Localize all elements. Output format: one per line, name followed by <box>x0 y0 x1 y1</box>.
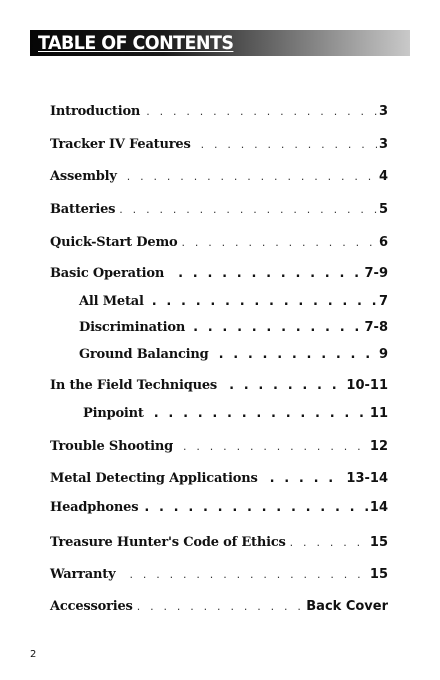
toc-entry-label: All Metal <box>79 294 144 309</box>
toc-entry-label: Batteries <box>50 202 116 217</box>
toc-entry-assembly[interactable] <box>50 169 388 184</box>
toc-entry-label: Trouble Shooting <box>50 439 173 454</box>
toc-entry-accessories[interactable] <box>50 599 388 614</box>
toc-entry-label: Warranty <box>50 567 116 582</box>
toc-entry-basic-operation[interactable] <box>50 266 388 281</box>
page-title: TABLE OF CONTENTS <box>38 32 234 54</box>
dot-leader <box>144 500 368 515</box>
dot-leader <box>183 440 368 453</box>
dot-leader <box>178 266 362 281</box>
toc-entry-page: 3 <box>378 137 388 152</box>
toc-entry-page: 14 <box>369 500 388 515</box>
toc-entry-label: Treasure Hunter's Code of Ethics <box>50 535 286 550</box>
dot-leader <box>229 378 344 393</box>
toc-entry-all-metal[interactable] <box>79 294 388 309</box>
dot-leader <box>129 568 367 581</box>
toc-entry-batteries[interactable] <box>50 202 388 217</box>
toc-entry-page: 11 <box>369 406 388 421</box>
toc-entry-warranty[interactable] <box>50 567 388 582</box>
toc-entry-label: Quick-Start Demo <box>50 235 178 250</box>
toc-entry-page: Back Cover <box>306 599 388 614</box>
toc-entry-page: 10-11 <box>346 378 388 393</box>
toc-entry-tracker-iv-features[interactable] <box>50 137 388 152</box>
toc-entry-discrimination[interactable] <box>79 320 388 335</box>
toc-entry-page: 7 <box>378 294 388 309</box>
dot-leader <box>270 471 345 486</box>
toc-entry-label: Ground Balancing <box>79 347 209 362</box>
header-bar <box>30 30 410 56</box>
toc-entry-page: 12 <box>369 439 388 454</box>
toc-entry-label: Basic Operation <box>50 266 165 281</box>
toc-entry-headphones[interactable] <box>50 500 388 515</box>
dot-leader <box>181 236 376 249</box>
dot-leader <box>137 600 305 613</box>
toc-entry-label: Assembly <box>50 169 117 184</box>
toc-entry-label: Metal Detecting Applications <box>50 471 258 486</box>
toc-entry-introduction[interactable] <box>50 104 388 119</box>
dot-leader <box>119 203 377 216</box>
toc-entry-label: In the Field Techniques <box>50 378 218 393</box>
toc-entry-label: Tracker IV Features <box>50 137 191 152</box>
toc-entry-label: Accessories <box>50 599 133 614</box>
toc-entry-label: Pinpoint <box>83 406 144 421</box>
dot-leader <box>193 320 362 335</box>
toc-entry-label: Introduction <box>50 104 141 119</box>
toc-entry-page: 9 <box>378 347 388 362</box>
toc-entry-page: 15 <box>369 567 388 582</box>
dot-leader <box>290 536 368 549</box>
toc-entry-page: 3 <box>378 104 388 119</box>
dot-leader <box>152 294 377 309</box>
toc-entry-page: 7-8 <box>364 320 388 335</box>
toc-entry-trouble-shooting[interactable] <box>50 439 388 454</box>
toc-entry-label: Discrimination <box>79 320 186 335</box>
toc-entry-page: 15 <box>369 535 388 550</box>
toc-entry-page: 7-9 <box>364 266 388 281</box>
toc-entry-page: 6 <box>378 235 388 250</box>
toc-entry-page: 4 <box>378 169 388 184</box>
toc-entry-metal-detecting-applications[interactable] <box>50 471 388 486</box>
dot-leader <box>146 105 377 118</box>
toc-entry-page: 5 <box>378 202 388 217</box>
dot-leader <box>201 138 377 151</box>
page-number: 2 <box>30 649 37 660</box>
dot-leader <box>127 170 377 183</box>
toc-entry-quick-start-demo[interactable] <box>50 235 388 250</box>
dot-leader <box>154 406 368 421</box>
toc-entry-treasure-hunters-code-of-ethics[interactable] <box>50 535 388 550</box>
dot-leader <box>219 347 377 362</box>
toc-entry-in-the-field-techniques[interactable] <box>50 378 388 393</box>
toc-entry-page: 13-14 <box>346 471 388 486</box>
toc-entry-pinpoint[interactable] <box>83 406 388 421</box>
toc-entry-label: Headphones <box>50 500 139 515</box>
toc-entry-ground-balancing[interactable] <box>79 347 388 362</box>
